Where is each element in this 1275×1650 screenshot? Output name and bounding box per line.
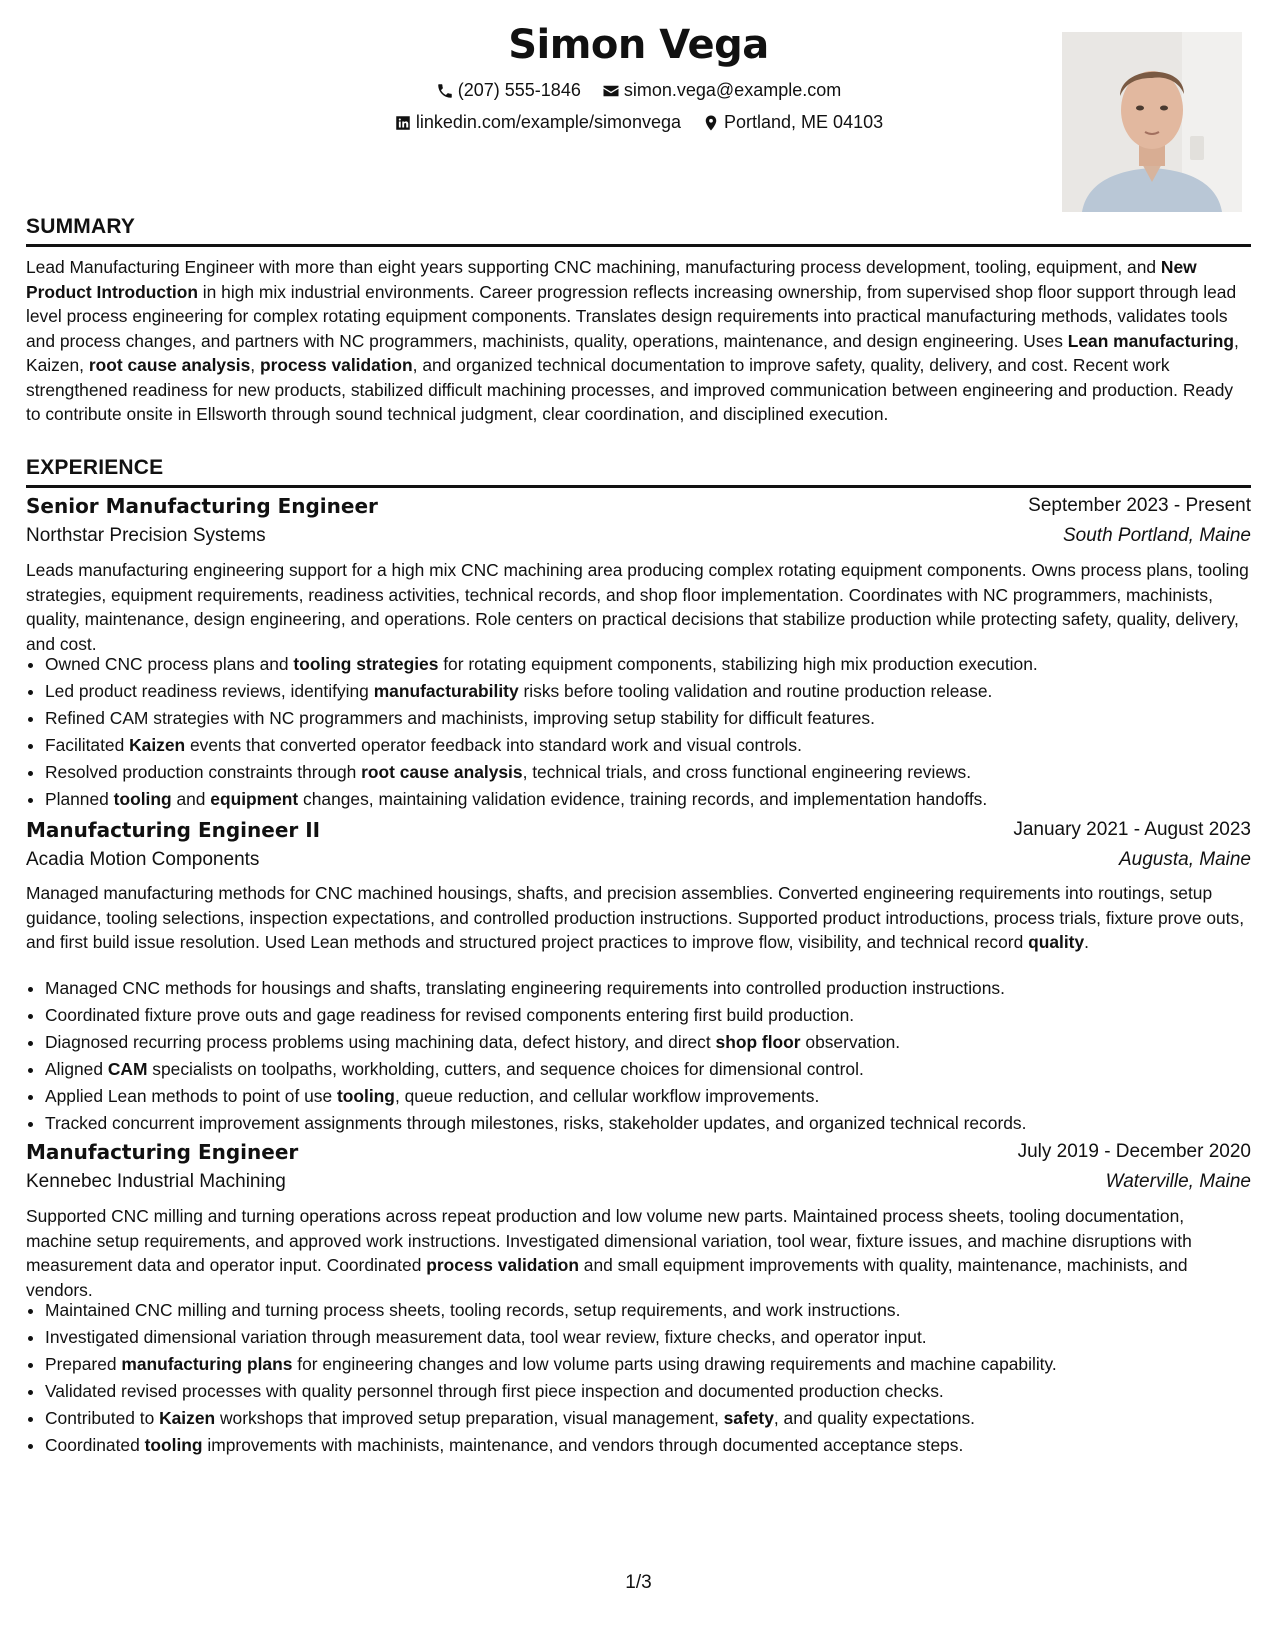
job-location: Waterville, Maine [1105,1171,1251,1192]
job-location: South Portland, Maine [1062,525,1251,546]
text-run: for rotating equipment components, stabilizing high mix production execution. [438,654,1038,674]
bold-keyword: New Product Introduction [26,257,1197,302]
text-run: Planned [45,789,114,809]
location-contact [702,112,883,133]
linkedin-icon [394,114,412,132]
text-run: , and quality expectations. [773,1408,975,1428]
text-run: specialists on toolpaths, workholding, cutters, and sequence choices for dimensional control. [147,1059,864,1079]
bullet-item [45,1083,1270,1110]
experience-heading: EXPERIENCE [26,456,164,479]
bullet-item [45,732,1270,759]
bullet-item [45,1378,1270,1405]
bold-keyword: root cause analysis [361,762,523,782]
text-run: risks before tooling validation and routine production release. [518,681,993,701]
bold-keyword: process validation [259,355,413,375]
job-title: Manufacturing Engineer [26,1140,299,1164]
text-run: , queue reduction, and cellular workflow improvements. [394,1086,820,1106]
job-bullets [26,975,1270,1137]
text-run: , Kaizen, [26,330,1239,375]
bold-keyword: safety [723,1408,774,1428]
bullet-item [45,1110,1270,1137]
text-run: , [250,355,260,375]
linkedin-text: linkedin.com/example/simonvega [415,112,681,132]
text-run: Managed CNC methods for housings and shafts, translating engineering requirements into controlled production instructions. [45,978,1005,998]
bold-keyword: CAM [107,1059,148,1079]
text-run: Coordinated fixture prove outs and gage readiness for revised components entering first build production. [45,1005,855,1025]
location-text: Portland, ME 04103 [724,112,884,132]
summary-heading: SUMMARY [26,215,136,238]
bullet-item [45,651,1270,678]
text-run: Owned CNC process plans and [45,654,294,674]
bold-keyword: tooling [336,1086,395,1106]
summary-divider [26,244,1251,247]
job-description [26,1204,1251,1302]
text-run: Validated revised processes with quality personnel through first piece inspection and documented production checks. [45,1381,944,1401]
bullet-item [45,1405,1270,1432]
envelope-icon [602,82,620,100]
bullet-item [45,1029,1270,1056]
phone-icon [436,82,454,100]
text-run: for engineering changes and low volume parts using drawing requirements and machine capability. [292,1354,1057,1374]
bullet-item [45,786,1270,813]
company-name: Kennebec Industrial Machining [26,1171,286,1192]
job-dates: January 2021 - August 2023 [1013,819,1251,840]
text-run: Leads manufacturing engineering support for a high mix CNC machining area producing complex rotating equipment components. Owns process plans, tooling strategies, equipment requirements, readiness activities, technical records, and shop floor implementation. Coordinates with NC programmers, machinists, quality, maintenance, design engineering, and operations. Role centers on practical decisions that stabilize production while protecting safety, quality, delivery, and cost. [26,560,1249,654]
text-run: Refined CAM strategies with NC programmers and machinists, improving setup stability for difficult features. [45,708,875,728]
bullet-item [45,1432,1270,1459]
bullet-item [45,1297,1270,1324]
text-run: Diagnosed recurring process problems using machining data, defect history, and direct [45,1032,716,1052]
text-run: , and organized technical documentation to improve safety, quality, delivery, and cost. Recent work strengthened readiness for new products, stabilized difficult machining processes, and improved communication between engineering and production. Ready to contribute onsite in Ellsworth through sound technical judgment, clear coordination, and disciplined execution. [26,355,1234,424]
text-run: workshops that improved setup preparation, visual management, [215,1408,724,1428]
bold-keyword: shop floor [715,1032,801,1052]
job-dates: July 2019 - December 2020 [1017,1141,1251,1162]
text-run: Facilitated [45,735,130,755]
bullet-item [45,1351,1270,1378]
bullet-item [45,1056,1270,1083]
job-title: Manufacturing Engineer II [26,818,321,842]
text-run: changes, maintaining validation evidence, training records, and implementation handoffs. [298,789,988,809]
bold-keyword: manufacturability [373,681,519,701]
bold-keyword: root cause analysis [88,355,251,375]
linkedin-contact[interactable] [394,112,681,133]
job-bullets [26,651,1270,813]
resume-page [26,0,1251,1650]
job-dates: September 2023 - Present [1028,495,1251,516]
map-pin-icon [702,114,720,132]
profile-photo [1062,32,1242,212]
summary-text [26,255,1251,427]
job-description [26,881,1251,955]
phone-contact[interactable] [436,80,581,101]
candidate-name: Simon Vega [508,22,769,68]
text-run: Led product readiness reviews, identifying [45,681,374,701]
bold-keyword: Kaizen [159,1408,216,1428]
text-run: Maintained CNC milling and turning process sheets, tooling records, setup requirements, and work instructions. [45,1300,901,1320]
bullet-item [45,1324,1270,1351]
text-run: Tracked concurrent improvement assignments through milestones, risks, stakeholder updates, and organized technical records. [45,1113,1027,1133]
text-run: Investigated dimensional variation through measurement data, tool wear review, fixture checks, and operator input. [45,1327,927,1347]
text-run: Aligned [45,1059,108,1079]
experience-divider [26,485,1251,488]
text-run: events that converted operator feedback into standard work and visual controls. [185,735,802,755]
bold-keyword: equipment [210,789,299,809]
text-run: Lead Manufacturing Engineer with more than eight years supporting CNC machining, manufacturing process development, tooling, equipment, and [26,257,1161,277]
bold-keyword: Kaizen [129,735,186,755]
bullet-item [45,705,1270,732]
bullet-item [45,759,1270,786]
text-run: Resolved production constraints through [45,762,362,782]
text-run: in high mix industrial environments. Career progression reflects increasing ownership, from supervised shop floor support through lead level process engineering for complex rotating equipment components. Translates design requirements into practical manufacturing methods, validates tools and process changes, and partners with NC programmers, machinists, quality, operations, maintenance, and design engineering. Uses [26,281,1237,351]
job-bullets [26,1297,1270,1459]
text-run: Contributed to [45,1408,160,1428]
text-run: . [1084,932,1089,952]
text-run: Prepared [45,1354,122,1374]
bold-keyword: manufacturing plans [121,1354,293,1374]
page-number: 1/3 [625,1572,652,1593]
bold-keyword: tooling [144,1435,203,1455]
text-run: Managed manufacturing methods for CNC machined housings, shafts, and precision assemblies. Converted engineering requirements into routings, setup guidance, tooling selections, inspection expectations, and controlled production instructions. Supported product introductions, process trials, fixture prove outs, and first build issue resolution. Used Lean methods and structured project practices to improve flow, visibility, and technical record [26,883,1245,952]
text-run: Supported CNC milling and turning operations across repeat production and low volume new parts. Maintained process sheets, tooling documentation, machine setup requirements, and approved work instructions. Investigated dimensional variation, tool wear, fixture issues, and machine disruptions with measurement data and operator input. Coordinated [26,1206,1192,1275]
text-run: improvements with machinists, maintenance, and vendors through documented acceptance steps. [202,1435,964,1455]
text-run: Coordinated [45,1435,145,1455]
phone-text: (207) 555-1846 [457,80,581,100]
job-location: Augusta, Maine [1118,849,1251,870]
text-run: Applied Lean methods to point of use [45,1086,337,1106]
job-title: Senior Manufacturing Engineer [26,494,378,518]
company-name: Acadia Motion Components [26,849,260,870]
text-run: , technical trials, and cross functional engineering reviews. [522,762,972,782]
bullet-item [45,975,1270,1002]
email-text: simon.vega@example.com [623,80,842,100]
text-run: observation. [800,1032,901,1052]
text-run: and [171,789,211,809]
bold-keyword: tooling strategies [293,654,439,674]
bold-keyword: Lean manufacturing [1067,330,1234,351]
job-description [26,558,1251,656]
text-run: and small equipment improvements with quality, maintenance, machinists, and vendors. [26,1255,1188,1300]
bold-keyword: quality [1028,932,1085,952]
bold-keyword: process validation [426,1255,579,1275]
bullet-item [45,678,1270,705]
bold-keyword: tooling [113,789,172,809]
bullet-item [45,1002,1270,1029]
company-name: Northstar Precision Systems [26,525,266,546]
email-contact[interactable] [602,80,841,101]
